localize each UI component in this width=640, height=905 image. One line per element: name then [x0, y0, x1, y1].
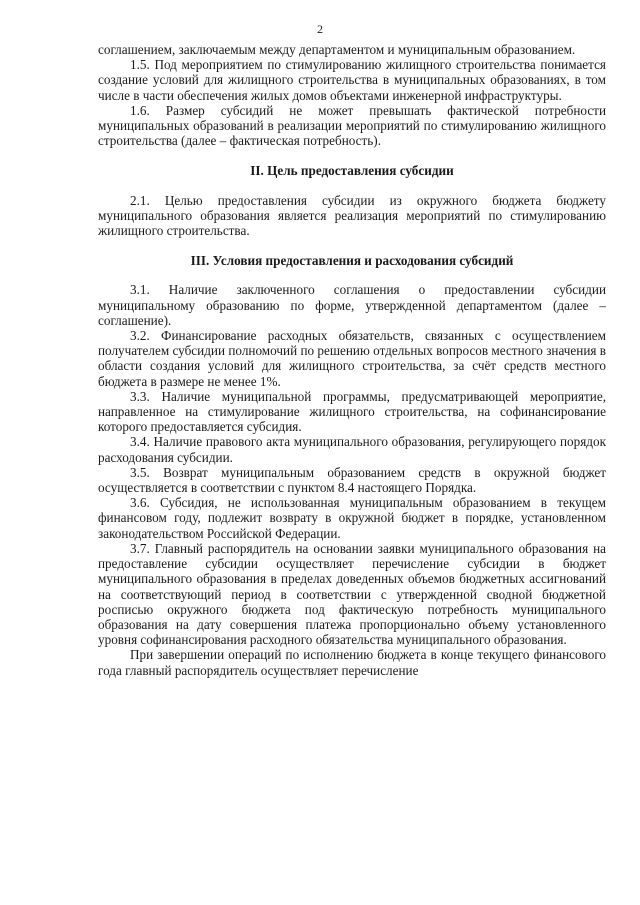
- paragraph-3-7: 3.7. Главный распорядитель на основании заявки муниципального образования на предоставление субсидии осуществляет перечисление субсидии в бюджет муниципального образования в пределах доведенных объемов бюджетных ассигнований на соответствующий период в соответствии с утвержденной сводной бюджетной росписью окружного бюджета под фактическую потребность муниципального образования на дату совершения платежа пропорционально объему установленного уровня софинансирования расходного обязательства муниципального образования.: [98, 540, 606, 648]
- paragraph-3-2: 3.2. Финансирование расходных обязательств, связанных с осуществлением получателем субсидии полномочий по решению отдельных вопросов местного значения в области создания условий для жилищного строительства, за счёт средств местного бюджета в размере не менее 1%.: [98, 328, 606, 389]
- paragraph-3-3: 3.3. Наличие муниципальной программы, предусматривающей мероприятие, направленное на стимулирование жилищного строительства, на софинансирование которого предоставляется субсидия.: [98, 388, 606, 435]
- paragraph-1-5: 1.5. Под мероприятием по стимулированию жилищного строительства понимается создание условий для жилищного строительства в муниципальных образованиях, в том числе в части обеспечения жилых домов объектами инженерной инфраструктуры.: [98, 57, 606, 103]
- paragraph-1-6: 1.6. Размер субсидий не может превышать фактической потребности муниципальных образований в реализации мероприятий по стимулированию жилищного строительства (далее – фактическая потребность).: [98, 102, 606, 149]
- paragraph-final: При завершении операций по исполнению бюджета в конце текущего финансового года главный распорядитель осуществляет перечисление: [98, 647, 606, 678]
- page-number: 2: [317, 22, 323, 36]
- document-body: [98, 42, 606, 678]
- paragraph-2-1: 2.1. Целью предоставления субсидии из окружного бюджета бюджету муниципального образования является реализация мероприятий по стимулированию жилищного строительства.: [98, 192, 606, 239]
- paragraph-3-5: 3.5. Возврат муниципальным образованием средств в окружной бюджет осуществляется в соответствии с пунктом 8.4 настоящего Порядка.: [98, 464, 606, 496]
- paragraph-3-4: 3.4. Наличие правового акта муниципального образования, регулирующего порядок расходования субсидии.: [98, 434, 606, 465]
- paragraph-3-6: 3.6. Субсидия, не использованная муниципальным образованием в текущем финансовом году, подлежит возврату в окружной бюджет в порядке, установленном законодательством Российской Федерации.: [98, 495, 606, 541]
- paragraph-3-1: 3.1. Наличие заключенного соглашения о предоставлении субсидии муниципальному образованию по форме, утвержденной департаментом (далее – соглашение).: [98, 282, 606, 328]
- paragraph-continuation: соглашением, заключаемым между департаментом и муниципальным образованием.: [98, 42, 576, 57]
- section-heading-3: III. Условия предоставления и расходования субсидий: [190, 253, 514, 269]
- section-heading-2: II. Цель предоставления субсидии: [250, 163, 454, 179]
